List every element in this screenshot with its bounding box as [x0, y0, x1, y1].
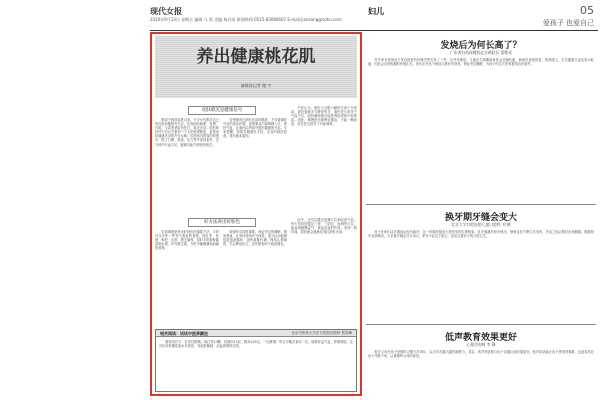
page-number: 05	[580, 4, 594, 17]
right-column	[366, 32, 596, 396]
paragraph: 规律作息同样重要。保证充足的睡眠，避免熬夜，让身体得到充分休息；适当运动能够促进血液循环，加快新陈代谢；保持心情愉悦，学会释放压力，这些都有助于改善面色。	[223, 230, 287, 247]
related-reading-header	[156, 330, 356, 337]
paragraph: 推荐食疗方：红枣桂圆粥。取红枣10颗、桂圆肉15克、粳米100克，一同煮粥，每日早晚各食用一次，能够补益气血、养颜润肤。还可以用玫瑰花泡水代茶饮，有疏肝解郁、活血养颜的功效。	[159, 340, 353, 349]
paragraph: 很多父母在孩子犯错时习惯大声训斥，以为声音越大越有威慑力。其实，低声细语地与孩子沟通反而效果更好。低声说话能让孩子感受到尊重，也更容易让孩子冷静下来，认真倾听父母的意见。	[368, 350, 594, 359]
subhead-dull-skin: 皮肤暗沉是健康信号	[188, 106, 256, 115]
body-column-3	[291, 106, 357, 214]
dateline	[150, 17, 342, 23]
column-rule	[366, 204, 596, 205]
page-slogan: 爱孩子 也爱自己	[542, 19, 594, 27]
news-hotline: 新闻热线:0515-83080607	[236, 17, 287, 22]
newspaper-logo: 现代女报	[150, 6, 182, 16]
related-reading-text	[159, 340, 353, 390]
body-column-4	[155, 230, 219, 324]
contact-email: E-mail:jiankang@sohu.com	[287, 17, 342, 22]
main-article	[150, 32, 362, 396]
headline-banner	[155, 36, 357, 98]
masthead	[150, 4, 598, 30]
article-3-body	[368, 350, 594, 394]
article-1-title: 发烧后为何长高了？	[440, 41, 522, 51]
paragraph: 若想拥有红润有光泽的肌肤，不仅要做好外在的清洁护理，更需要从内部调理入手，养好气血，让面色由内而外透出健康的光彩。专家提醒，如果长期面色不佳，应及时就医检查，找出根本原因。	[223, 118, 287, 139]
column-rule	[366, 324, 596, 325]
section-name: 妇儿	[368, 7, 384, 16]
article-2-title: 换牙期牙缝会变大	[444, 213, 517, 223]
body-column-6	[291, 218, 357, 324]
article-2-body	[368, 230, 594, 318]
article-headline: 养出健康桃花肌	[196, 47, 316, 67]
body-column-1	[155, 118, 219, 208]
related-reading-title: 相关阅读：试试中医养颜法	[160, 331, 208, 336]
body-column-2	[223, 118, 287, 208]
related-reading-box	[155, 329, 357, 392]
paragraph: 都说千般面容胜百美。不少女性都对自己的皮肤问题格外关注，比如面色暗黄、发黑、长斑，又或者是脸色苍白、毫无光泽。面色的好坏不仅仅关系到一个人的美观程度，更是身体健康状况的外在反映。皮肤暗沉的原因有很多，除了日晒、熬夜、压力等外部因素外，还与体内气血不足、脏腑功能失调密切相关。	[155, 118, 219, 147]
paragraph: 饮食调理是养出好肤色的重要方法。平时可以多吃一些补气养血的食物，如红枣、桂圆、枸杞、山药、黑芝麻等，同时多吃新鲜蔬菜和水果，补充维生素，少吃辛辣刺激和油腻的食物。	[155, 230, 219, 251]
subhead-good-methods: 好方法养出好肤色	[188, 218, 256, 227]
paragraph: 许多家长发现孩子发烧痊愈后好像突然长高了一些，这并非错觉。儿童在生病期间身体会加速代谢，病愈后食欲恢复、营养跟上，生长激素分泌也较为旺盛，因此会出现短期的快速生长。家长应在孩子病后注意补充营养，保证充足睡眠，为孩子的生长发育提供良好条件。	[368, 58, 594, 67]
issue-date: 2020年9月13日 星期五 编辑 马 莉 美编 杨谷雨	[150, 17, 236, 22]
paragraph: 中医认为，面色与五脏六腑的关系十分密切。面色萎黄多与脾虚有关，面色苍白常见于气血不足，面色晦暗则可能是肾虚或体内有瘀血。因此，调理肤色要辨证施治，不能一概而论，应在医生指导下对症调养。	[291, 106, 357, 127]
article-2-source: 北京大学口腔医院儿童口腔科 刘 鹤	[451, 222, 511, 227]
article-1-source: 广东省妇幼保健院北京路院区 梁斯旻	[450, 50, 512, 55]
body-column-5	[223, 230, 287, 324]
article-1-body	[368, 58, 594, 198]
masthead-rule	[150, 30, 598, 31]
article-byline: 融媒体记者 谢 宇	[240, 83, 272, 88]
article-3-title: 低声教育效果更好	[444, 333, 517, 343]
related-reading-credit: 北京中医药大学东方医院皮肤科 贾雪峰	[291, 331, 352, 335]
paragraph: 孩子在6至12岁期间会经历换牙，这一时期牙缝变大是常见的生理现象。乳牙脱落后恒牙萌出，颌骨也在不断生长发育，牙齿之间会暂时出现缝隙。随着恒牙全部萌出，大多数牙缝会自行闭合，家长不必过于担心，但应注意孩子的口腔卫生。	[368, 230, 594, 239]
article-3-source: 心理咨询师 李 静	[466, 342, 496, 347]
paragraph: 此外，还可以通过按摩穴位来改善气色。每天坚持按揉足三里、三阴交、血海等穴位，能起到健脾益气、养血活血的作用。坚持一段时间，面色就会逐渐变得红润有光泽。	[291, 218, 357, 235]
